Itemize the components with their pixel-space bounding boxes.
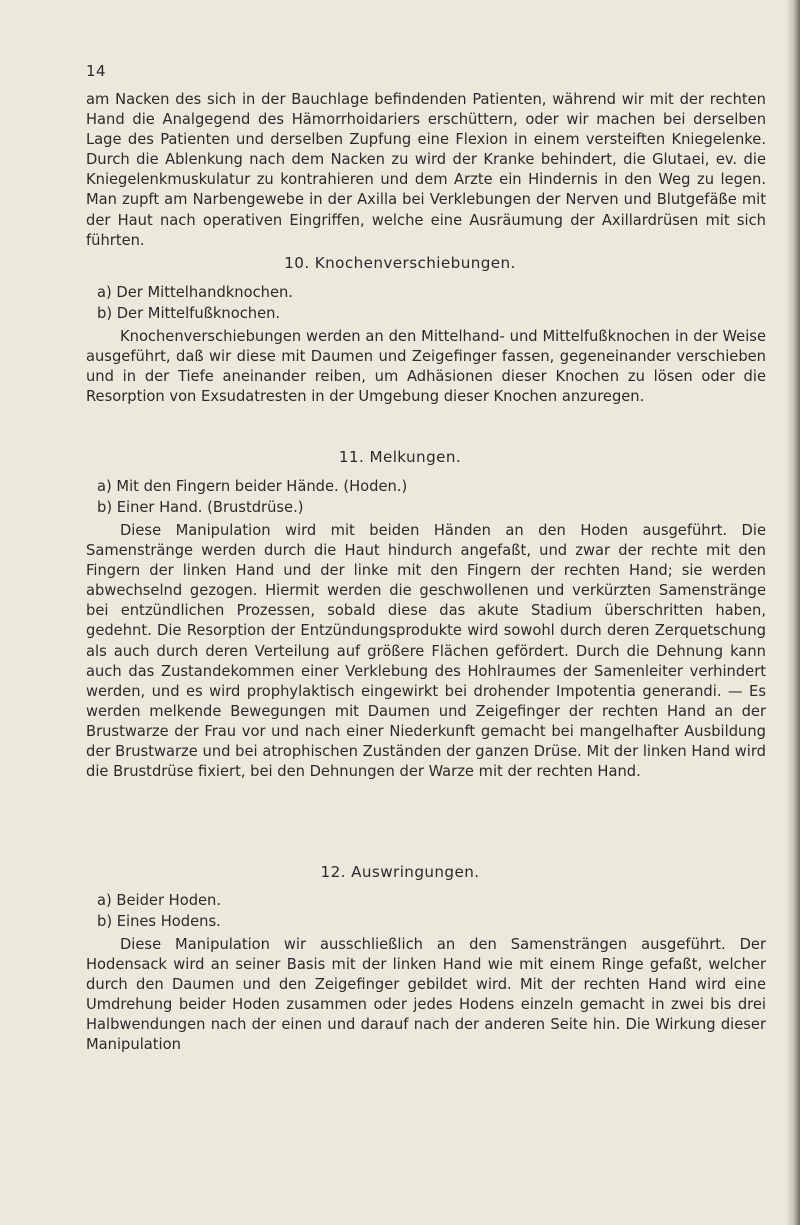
section-11-paragraph-text: Diese Manipulation wird mit beiden Händen an den Hoden ausgeführt. Die Samenstränge werden durch die Haut hindurch angefaßt, und zwar der rechte mit den Fingern der linken Hand und der linke mit den Fingern der rechten Hand; sie werden abwechselnd gezogen. Hiermit werden die geschwollenen und verkürzten Samenstränge bei entzündlichen Prozessen, sobald diese das akute Stadium überschritten haben, gedehnt. Die Resorption der Entzündungsprodukte wird sowohl durch deren Zerquetschung als auch durch deren Verteilung auf größere Flächen gefördert. Durch die Dehnung kann auch das Zustandekommen einer Verklebung des Hohlraumes der Samenleiter verhindert werden, und es wird prophylaktisch eingewirkt bei drohender Impotentia generandi. — Es werden melkende Bewegungen mit Daumen und Zeigefinger der rechten Hand an der Brustwarze der Frau vor und nach einer Niederkunft gemacht bei mangelhafter Ausbildung der Brustwarze und bei atrophischen Zuständen der ganzen Drüse. Mit der linken Hand wird die Brustdrüse fixiert, bei den Dehnungen der Warze mit der rechten Hand. xyxy=(86,522,766,781)
section-10-item-b: b) Der Mittelfußknochen. xyxy=(97,305,281,322)
section-10-paragraph-text: Knochenverschiebungen werden an den Mittelhand- und Mittelfußknochen in der Weise ausgeführt, daß wir diese mit Daumen und Zeigefinger fassen, gegeneinander verschieben und in der Tiefe aneinander reiben, um Adhäsionen dieser Knochen zu lösen oder die Resorption von Exsudatresten in der Umgebung dieser Knochen anzuregen. xyxy=(86,328,766,406)
section-12-item-a: a) Beider Hoden. xyxy=(97,892,222,909)
section-12-heading: 12. Auswringungen. xyxy=(320,863,480,881)
page-number: 14 xyxy=(86,62,107,80)
section-11-item-b: b) Einer Hand. (Brustdrüse.) xyxy=(97,499,304,516)
section-10-heading: 10. Knochenverschiebungen. xyxy=(284,254,516,272)
section-11-paragraph xyxy=(86,521,766,782)
section-12-paragraph xyxy=(86,935,766,1056)
page-edge-shadow xyxy=(786,0,800,1225)
section-10-paragraph xyxy=(86,327,766,407)
section-11-heading: 11. Melkungen. xyxy=(338,448,462,466)
section-11-item-a: a) Mit den Fingern beider Hände. (Hoden.) xyxy=(97,478,408,495)
intro-paragraph-text: am Nacken des sich in der Bauchlage befindenden Patienten, während wir mit der rechten Hand die Analgegend des Hämorrhoidariers erschüttern, oder wir machen bei derselben Lage des Patienten und derselben Zupfung eine Flexion in einem versteiften Kniegelenke. Durch die Ablenkung nach dem Nacken zu wird der Kranke behindert, die Glutaei, ev. die Kniegelenkmuskulatur zu kontrahieren und dem Arzte ein Hindernis in den Weg zu legen. Man zupft am Narbengewebe in der Axilla bei Verklebungen der Nerven und Blutgefäße mit der Haut nach operativen Eingriffen, welche eine Ausräumung der Axillardrüsen mit sich führten. xyxy=(86,91,766,249)
section-10-item-a: a) Der Mittelhandknochen. xyxy=(97,284,293,301)
intro-paragraph xyxy=(86,90,766,251)
section-12-paragraph-text: Diese Manipulation wir ausschließlich an den Samensträngen ausgeführt. Der Hodensack wird an seiner Basis mit der linken Hand wie mit einem Ringe gefaßt, welcher durch den Daumen und den Zeigefinger gebildet wird. Mit der rechten Hand wird eine Umdrehung beider Hoden zusammen oder jedes Hodens einzeln gemacht in zwei bis drei Halbwendungen nach der einen und darauf nach der anderen Seite hin. Die Wirkung dieser Manipulation xyxy=(86,936,766,1054)
section-12-item-b: b) Eines Hodens. xyxy=(97,913,221,930)
